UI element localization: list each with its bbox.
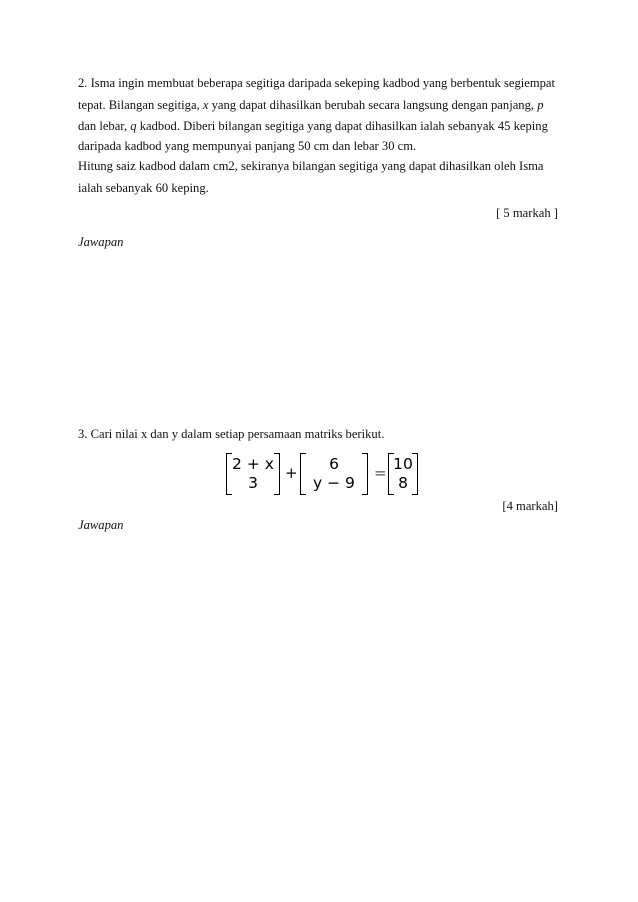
- question-2: [78, 73, 572, 199]
- question-3-number: 3: [78, 427, 85, 441]
- question-2-line-1: 2. Isma ingin membuat beberapa segitiga daripada sekeping kadbod yang berbentuk segiempat: [78, 76, 556, 90]
- question-2-answer-label: Jawapan: [78, 235, 124, 249]
- matrix-b-entry-2: y − 9: [313, 474, 355, 492]
- variable-p: p: [537, 97, 544, 112]
- matrix-a: [226, 453, 280, 495]
- matrix-c-entry-2: 8: [398, 474, 408, 492]
- question-2-line-3-text-a: dan lebar,: [78, 119, 131, 134]
- question-3-body: . Cari nilai x dan y dalam setiap persamaan matriks berikut.: [84, 427, 385, 441]
- matrix-b-entry-1: 6: [329, 455, 339, 473]
- question-2-line-6: ialah sebanyak 60 keping.: [78, 180, 209, 195]
- question-3-answer-label: Jawapan: [78, 518, 124, 532]
- matrix-b-right-bracket: [362, 453, 368, 495]
- matrix-a-entry-2: 3: [248, 474, 258, 492]
- equals-sign: =: [374, 464, 387, 482]
- question-2-line-3: [78, 116, 572, 137]
- matrix-a-right-bracket: [274, 453, 280, 495]
- matrix-c-entry-1: 10: [393, 455, 413, 473]
- matrix-c: [388, 453, 418, 495]
- question-3-text: [78, 427, 384, 442]
- question-2-line-2-text-b: yang dapat dihasilkan berubah secara langsung dengan panjang,: [208, 97, 538, 112]
- question-2-line-5: Hitung saiz kadbod dalam cm2, sekiranya bilangan segitiga yang dapat dihasilkan oleh Isma: [78, 159, 544, 174]
- question-2-line-2: [78, 95, 572, 117]
- matrix-a-entry-1: 2 + x: [232, 455, 274, 473]
- variable-q: q: [130, 119, 137, 134]
- matrix-equation: [226, 450, 416, 500]
- matrix-c-right-bracket: [412, 453, 418, 495]
- matrix-b: [300, 453, 368, 495]
- question-2-line-2-text-a: tepat. Bilangan segitiga,: [78, 97, 203, 112]
- question-3-marks: [4 markah]: [502, 499, 558, 513]
- question-2-line-3-text-b: kadbod. Diberi bilangan segitiga yang dapat dihasilkan ialah sebanyak 45 keping: [136, 119, 548, 134]
- question-2-line-4: daripada kadbod yang mempunyai panjang 50 cm dan lebar 30 cm.: [78, 138, 417, 153]
- plus-sign: +: [285, 464, 298, 482]
- variable-x: x: [202, 97, 209, 112]
- question-2-marks: [ 5 markah ]: [496, 206, 558, 220]
